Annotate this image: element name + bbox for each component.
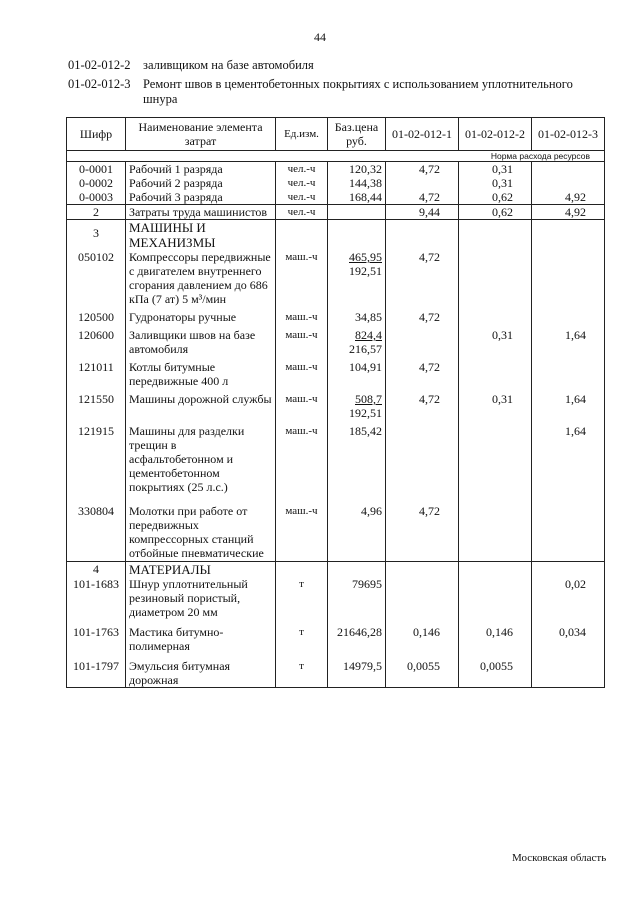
section-title: МАТЕРИАЛЫ	[126, 562, 276, 578]
cell-v1: 0,0055	[386, 653, 459, 688]
intro-line-1	[68, 58, 598, 73]
cell-v2: 0,62	[459, 205, 532, 220]
table-row	[67, 388, 605, 420]
cell-v3	[532, 356, 605, 388]
cell-name: Гудронаторы ручные	[126, 306, 276, 324]
cell-price: 144,38	[328, 176, 386, 190]
cell-v2: 0,0055	[459, 653, 532, 688]
table-row	[67, 250, 605, 306]
cell-v2	[459, 306, 532, 324]
cell-code: 0-0001	[67, 162, 126, 177]
cell-v3: 0,034	[532, 619, 605, 653]
table-row	[67, 162, 605, 177]
cell-v1: 4,72	[386, 356, 459, 388]
cell-v3	[532, 504, 605, 562]
cell-v1: 9,44	[386, 205, 459, 220]
cell-v1	[386, 577, 459, 619]
resource-table	[66, 117, 605, 688]
price-wages: 192,51	[349, 264, 382, 278]
page-number: 44	[314, 30, 326, 44]
cell-code: 2	[67, 205, 126, 220]
cell-unit: т	[276, 653, 328, 688]
cell-unit: маш.-ч	[276, 504, 328, 562]
cell-price: 185,42	[328, 420, 386, 504]
cell-code: 121915	[67, 420, 126, 504]
section-row	[67, 562, 605, 578]
cell-code: 4	[67, 562, 126, 578]
header-col-2: 01-02-012-2	[459, 118, 532, 151]
cell-unit: маш.-ч	[276, 324, 328, 356]
cell-code: 0-0002	[67, 176, 126, 190]
cell-v3	[532, 306, 605, 324]
table-row	[67, 190, 605, 205]
table-row	[67, 306, 605, 324]
cell-code: 121011	[67, 356, 126, 388]
cell-price	[328, 324, 386, 356]
cell-v1	[386, 324, 459, 356]
table-row	[67, 653, 605, 688]
header-price: Баз.цена руб.	[328, 118, 386, 151]
cell-name: Молотки при работе от передвижных компрессорных станций отбойные пневматические	[126, 504, 276, 562]
cell-price: 120,32	[328, 162, 386, 177]
table-row	[67, 504, 605, 562]
intro-code: 01-02-012-3	[68, 77, 131, 91]
cell-price: 21646,28	[328, 619, 386, 653]
cell-unit: маш.-ч	[276, 420, 328, 504]
table-header-row	[67, 118, 605, 151]
header-unit: Ед.изм.	[276, 118, 328, 151]
cell-code: 120500	[67, 306, 126, 324]
cell-v3: 1,64	[532, 324, 605, 356]
cell-v1: 4,72	[386, 190, 459, 205]
price-total: 508,7	[355, 392, 382, 406]
cell-v3	[532, 250, 605, 306]
cell-unit: чел.-ч	[276, 162, 328, 177]
cell-v2: 0,146	[459, 619, 532, 653]
table-row	[67, 205, 605, 220]
cell-v2	[459, 250, 532, 306]
footer-region: Московская область	[512, 852, 607, 864]
cell-unit: чел.-ч	[276, 190, 328, 205]
cell-code: 101-1683	[67, 577, 126, 619]
cell-price	[328, 250, 386, 306]
cell-price	[328, 205, 386, 220]
cell-v2: 0,62	[459, 190, 532, 205]
header-code: Шифр	[67, 118, 126, 151]
price-wages: 192,51	[349, 406, 382, 420]
cell-unit: маш.-ч	[276, 388, 328, 420]
cell-name: Котлы битумные передвижные 400 л	[126, 356, 276, 388]
cell-v1: 4,72	[386, 306, 459, 324]
cell-v2: 0,31	[459, 176, 532, 190]
cell-code: 120600	[67, 324, 126, 356]
cell-unit: маш.-ч	[276, 250, 328, 306]
cell-name: Шнур уплотнительный резиновый пористый, диаметром 20 мм	[126, 577, 276, 619]
cell-v1: 4,72	[386, 388, 459, 420]
price-wages: 216,57	[349, 342, 382, 356]
cell-unit: чел.-ч	[276, 205, 328, 220]
cell-v3: 4,92	[532, 190, 605, 205]
table-row	[67, 176, 605, 190]
cell-name: Заливщики швов на базе автомобиля	[126, 324, 276, 356]
cell-price: 4,96	[328, 504, 386, 562]
cell-unit: т	[276, 577, 328, 619]
cell-name: Рабочий 2 разряда	[126, 176, 276, 190]
price-total: 465,95	[349, 250, 382, 264]
cell-v2: 0,31	[459, 388, 532, 420]
cell-v3	[532, 162, 605, 177]
cell-name: Рабочий 1 разряда	[126, 162, 276, 177]
cell-code: 050102	[67, 250, 126, 306]
section-title: МАШИНЫ И МЕХАНИЗМЫ	[126, 220, 276, 251]
cell-price	[328, 388, 386, 420]
cell-v1	[386, 420, 459, 504]
cell-v3: 0,02	[532, 577, 605, 619]
cell-name: Затраты труда машинистов	[126, 205, 276, 220]
cell-code: 101-1797	[67, 653, 126, 688]
section-row	[67, 220, 605, 251]
table-row	[67, 577, 605, 619]
cell-price: 168,44	[328, 190, 386, 205]
cell-code: 0-0003	[67, 190, 126, 205]
cell-v2	[459, 420, 532, 504]
price-total: 824,4	[355, 328, 382, 342]
cell-price: 14979,5	[328, 653, 386, 688]
header-col-1: 01-02-012-1	[386, 118, 459, 151]
cell-code: 330804	[67, 504, 126, 562]
header-col-3: 01-02-012-3	[532, 118, 605, 151]
norm-label-row	[67, 151, 605, 162]
intro-code: 01-02-012-2	[68, 58, 131, 72]
cell-v1: 4,72	[386, 162, 459, 177]
norm-label: Норма расхода ресурсов	[67, 151, 605, 162]
cell-v2	[459, 504, 532, 562]
cell-v1	[386, 176, 459, 190]
cell-v3	[532, 653, 605, 688]
cell-v1: 4,72	[386, 504, 459, 562]
intro-text: Ремонт швов в цементобетонных покрытиях с использованием уплотнительного шнура	[143, 77, 573, 106]
intro-text: заливщиком на базе автомобиля	[143, 58, 314, 72]
cell-v2: 0,31	[459, 162, 532, 177]
cell-v3: 1,64	[532, 388, 605, 420]
cell-name: Машины для разделки трещин в асфальтобетонном и цементобетонном покрытиях (25 л.с.)	[126, 420, 276, 504]
cell-unit: т	[276, 619, 328, 653]
table-row	[67, 420, 605, 504]
cell-price: 79695	[328, 577, 386, 619]
cell-v1: 0,146	[386, 619, 459, 653]
cell-price: 34,85	[328, 306, 386, 324]
table-row	[67, 619, 605, 653]
cell-name: Машины дорожной службы	[126, 388, 276, 420]
cell-v1: 4,72	[386, 250, 459, 306]
header-name: Наименование элемента затрат	[126, 118, 276, 151]
cell-v3: 4,92	[532, 205, 605, 220]
cell-unit: чел.-ч	[276, 176, 328, 190]
cell-name: Мастика битумно-полимерная	[126, 619, 276, 653]
cell-v2	[459, 356, 532, 388]
cell-v2: 0,31	[459, 324, 532, 356]
cell-code: 3	[67, 220, 126, 251]
cell-unit: маш.-ч	[276, 356, 328, 388]
cell-code: 121550	[67, 388, 126, 420]
table-row	[67, 324, 605, 356]
cell-code: 101-1763	[67, 619, 126, 653]
cell-v3: 1,64	[532, 420, 605, 504]
cell-name: Компрессоры передвижные с двигателем внутреннего сгорания давлением до 686 кПа (7 ат) 5 м³/мин	[126, 250, 276, 306]
cell-price: 104,91	[328, 356, 386, 388]
cell-v3	[532, 176, 605, 190]
cell-name: Рабочий 3 разряда	[126, 190, 276, 205]
table-row	[67, 356, 605, 388]
cell-v2	[459, 577, 532, 619]
cell-unit: маш.-ч	[276, 306, 328, 324]
intro-line-2	[68, 77, 598, 107]
cell-name: Эмульсия битумная дорожная	[126, 653, 276, 688]
